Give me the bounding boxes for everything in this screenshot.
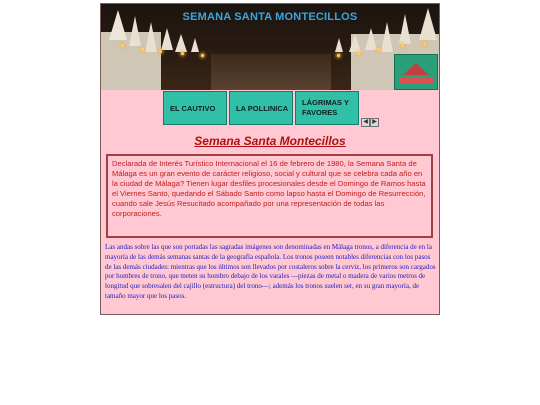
intro-box bbox=[106, 154, 433, 238]
page-title: Semana Santa Montecillos bbox=[194, 134, 346, 148]
nav-item-la-pollinica[interactable]: LA POLLINICA bbox=[229, 91, 293, 125]
arrow-right-icon[interactable]: ▶ bbox=[370, 118, 379, 127]
body-paragraph: Las andas sobre las que son portadas las sagradas imágenes son denominadas en Málaga tronos, a diferencia de en la mayoría de las demás semanas santas de la geografía española. Los tronos poseen notables diferencias con los pasos de las demás ciudades: mientras que los últimos son llevados por costaleros sobre la cerviz, los primeros son cargados por hombres de trono, que meten su hombro debajo de los varales —piezas de metal o madera de varios metros de longitud que sobresalen del cajillo (estructura) del trono—; además los tronos suelen ser, en su gran mayoría, de tamaño mayor que los pasos. bbox=[105, 243, 436, 300]
nav-item-el-cautivo[interactable]: EL CAUTIVO bbox=[163, 91, 227, 125]
arrow-left-icon[interactable]: ◀ bbox=[361, 118, 370, 127]
header-banner bbox=[101, 4, 439, 90]
site-container bbox=[100, 3, 440, 315]
montecillos-logo-icon[interactable] bbox=[394, 54, 438, 90]
site-title: SEMANA SANTA MONTECILLOS bbox=[182, 11, 358, 23]
intro-text: Declarada de Interés Turístico Internacional el 16 de febrero de 1980, la Semana Santa de Málaga es un gran evento de carácter religioso, social y cultural que se celebra cada año en la ciudad de Málaga? Tienen lugar desfiles procesionales desde el Domingo de Ramos hasta el Viernes Santo, quedando el Sábado Santo como lapso hasta el Domingo de Resurrección, cuando sale Jesús Resucitado acompañado por una representación de todas las corporaciones. bbox=[112, 159, 426, 218]
nav-item-lagrimas-y-favores[interactable]: LÁGRIMAS Y FAVORES bbox=[295, 91, 359, 125]
